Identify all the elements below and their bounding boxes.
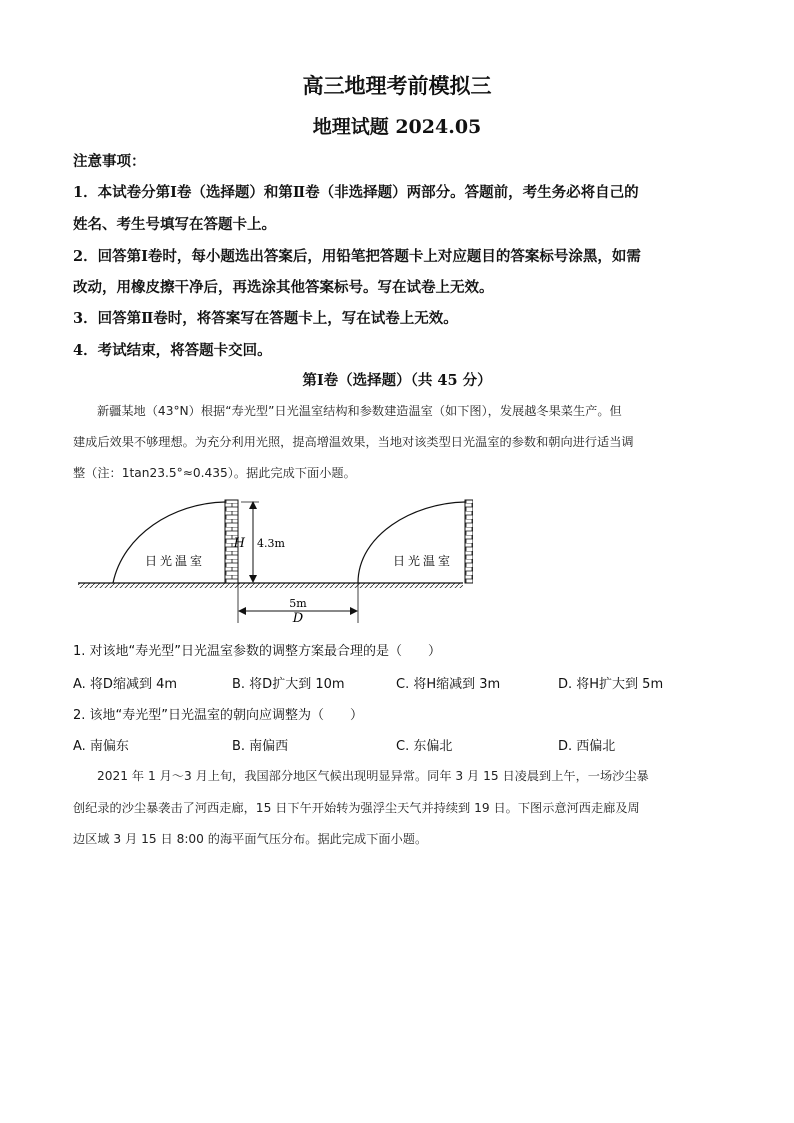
distance-arrow-head-right — [350, 607, 358, 615]
question-2-option-b[interactable]: B. 南偏西 — [232, 739, 289, 754]
question-2-stem: 2. 该地“寿光型”日光温室的朝向应调整为（ ） — [73, 708, 364, 723]
question-2-option-a[interactable]: A. 南偏东 — [73, 739, 129, 754]
notice-line: 1．本试卷分第Ⅰ卷（选择题）和第Ⅱ卷（非选择题）两部分。答题前，考生务必将自己的 — [73, 184, 639, 201]
ground-hatch — [78, 583, 463, 588]
notice-line: 2．回答第Ⅰ卷时，每小题选出答案后，用铅笔把答题卡上对应题目的答案标号涂黑，如需 — [73, 248, 641, 265]
distance-value: 5m — [289, 597, 307, 610]
passage1-line: 整（注：1tan23.5°≈0.435）。据此完成下面小题。 — [73, 466, 356, 480]
height-arrow-head-bottom — [249, 575, 257, 583]
brick-wall-right — [465, 500, 473, 583]
height-symbol: H — [233, 536, 245, 551]
question-2-option-d[interactable]: D. 西偏北 — [558, 739, 616, 754]
height-value: 4.3m — [257, 537, 285, 550]
greenhouse-diagram — [73, 495, 473, 625]
question-1-option-a[interactable]: A. 将D缩减到 4m — [73, 677, 178, 692]
notice-line: 姓名、考生号填写在答题卡上。 — [73, 216, 276, 233]
page-title: 高三地理考前模拟三 — [302, 73, 492, 98]
passage1-line: 新疆某地（43°N）根据“寿光型”日光温室结构和参数建造温室（如下图），发展越冬果菜生产。但 — [97, 404, 622, 418]
question-1-stem: 1. 对该地“寿光型”日光温室参数的调整方案最合理的是（ ） — [73, 644, 442, 659]
greenhouse-label-left: 日光温室 — [145, 554, 206, 568]
question-1-option-d[interactable]: D. 将H扩大到 5m — [558, 677, 664, 692]
greenhouse-label-right: 日光温室 — [393, 554, 454, 568]
section-title: 第Ⅰ卷（选择题）（共 45 分） — [302, 372, 492, 389]
greenhouse-roof-right — [358, 502, 465, 583]
notice-line: 4．考试结束，将答题卡交回。 — [73, 342, 272, 359]
distance-symbol: D — [292, 611, 304, 625]
passage2-line: 边区域 3 月 15 日 8:00 的海平面气压分布。据此完成下面小题。 — [73, 832, 428, 846]
notice-line: 改动，用橡皮擦干净后，再选涂其他答案标号。写在试卷上无效。 — [73, 279, 494, 296]
greenhouse-roof-left — [113, 502, 225, 583]
page-subtitle: 地理试题 2024.05 — [312, 116, 482, 138]
passage2-line: 创纪录的沙尘暴袭击了河西走廊，15 日下午开始转为强浮尘天气并持续到 19 日。下图示意河西走廊及周 — [73, 801, 640, 815]
distance-arrow-head-left — [238, 607, 246, 615]
notices-heading: 注意事项： — [73, 153, 146, 170]
notice-line: 3．回答第Ⅱ卷时，将答案写在答题卡上，写在试卷上无效。 — [73, 310, 458, 327]
passage2-line: 2021 年 1 月～3 月上旬，我国部分地区气候出现明显异常。同年 3 月 15 日凌晨到上午，一场沙尘暴 — [97, 769, 649, 783]
question-1-option-b[interactable]: B. 将D扩大到 10m — [232, 677, 345, 692]
question-2-option-c[interactable]: C. 东偏北 — [396, 739, 453, 754]
passage1-line: 建成后效果不够理想。为充分利用光照，提高增温效果，当地对该类型日光温室的参数和朝向进行适当调 — [73, 435, 634, 449]
question-1-option-c[interactable]: C. 将H缩减到 3m — [396, 677, 501, 692]
